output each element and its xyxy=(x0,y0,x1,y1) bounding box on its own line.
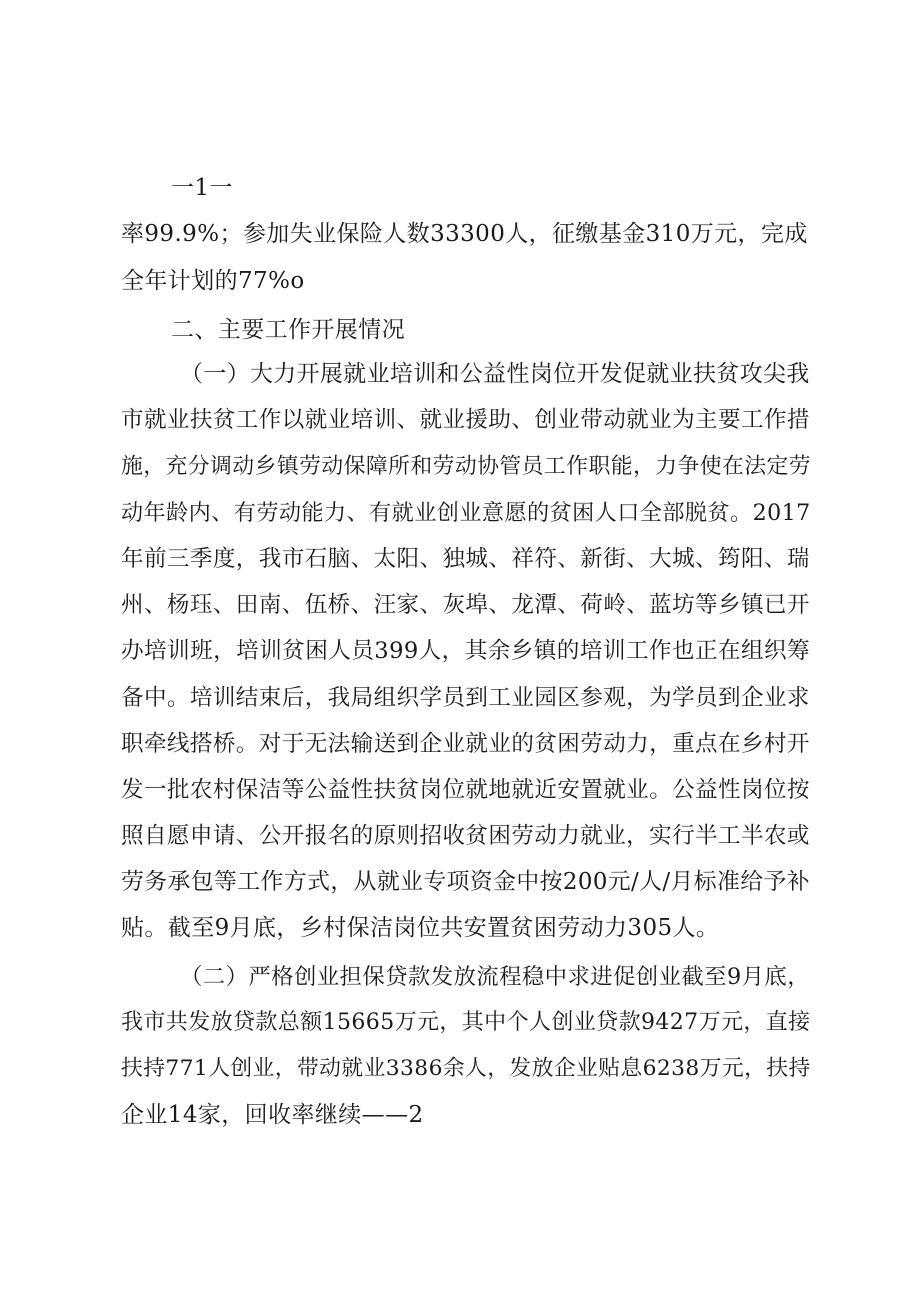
paragraph-line: 办培训班，培训贫困人员399人，其余乡镇的培训工作也正在组织筹 xyxy=(121,638,811,664)
paragraph-line: 州、杨珏、田南、伍桥、汪家、灰埠、龙潭、荷岭、蓝坊等乡镇已开 xyxy=(121,592,810,618)
paragraph-line: 全年计划的77%o xyxy=(121,268,305,294)
section-heading: 二、主要工作开展情况 xyxy=(171,317,405,343)
paragraph-line: 我市共发放贷款总额15665万元，其中个人创业贷款9427万元，直接 xyxy=(121,1010,811,1035)
subsection-heading: （二）严格创业担保贷款发放流程稳中求进促创业截至9月底， xyxy=(180,964,810,990)
paragraph-line: 发一批农村保洁等公益性扶贫岗位就地就近安置就业。公益性岗位按 xyxy=(121,777,810,803)
paragraph-line: 劳务承包等工作方式，从就业专项资金中按200元/人/月标准给予补 xyxy=(121,869,811,895)
paragraph-line: 扶持771人创业，带动就业3386余人，发放企业贴息6238万元，扶持 xyxy=(121,1056,811,1081)
paragraph-line: 职牵线搭桥。对于无法输送到企业就业的贫困劳动力，重点在乡村开 xyxy=(121,731,810,757)
paragraph-line: 企业14家，回收率继续——2 xyxy=(121,1102,424,1128)
subsection-heading: （一）大力开展就业培训和公益性岗位开发促就业扶贫攻尖我 xyxy=(180,361,810,387)
page-number: 一1一 xyxy=(171,175,233,201)
paragraph-line: 施，充分调动乡镇劳动保障所和劳动协管员工作职能，力争使在法定劳 xyxy=(121,454,812,479)
paragraph-line: 照自愿申请、公开报名的原则招收贫困劳动力就业，实行半工半农或 xyxy=(121,823,810,849)
paragraph-line: 年前三季度，我市石脑、太阳、独城、祥符、新街、大城、筠阳、瑞 xyxy=(121,546,810,572)
paragraph-line: 率99.9%；参加失业保险人数33300人，征缴基金310万元，完成 xyxy=(121,221,808,247)
paragraph-line: 备中。培训结束后，我局组织学员到工业园区参观，为学员到企业求 xyxy=(121,685,810,711)
paragraph-line: 市就业扶贫工作以就业培训、就业援助、创业带动就业为主要工作措 xyxy=(121,407,810,433)
paragraph-line: 贴。截至9月底，乡村保洁岗位共安置贫困劳动力305人。 xyxy=(121,915,720,941)
paragraph-line: 动年龄内、有劳动能力、有就业创业意愿的贫困人口全部脱贫。2017 xyxy=(121,500,811,526)
